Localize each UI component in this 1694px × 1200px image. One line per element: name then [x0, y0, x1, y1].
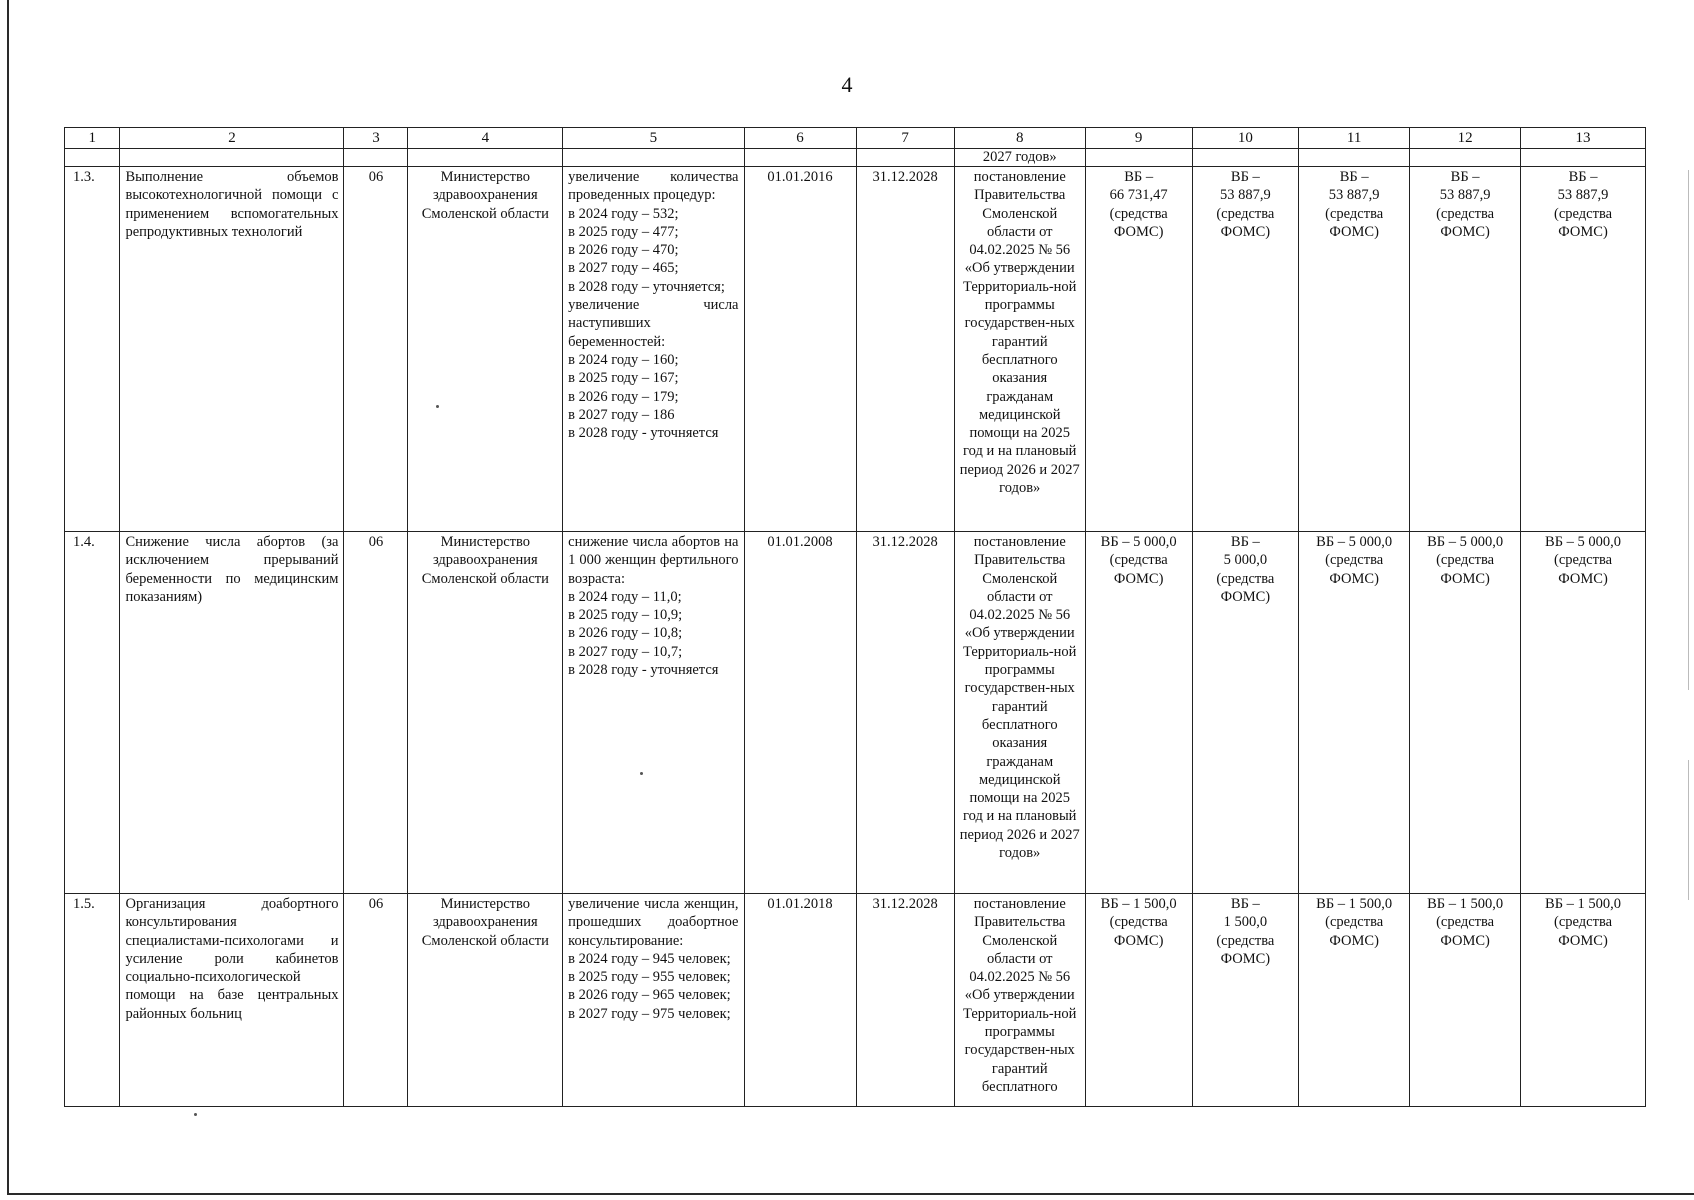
executor-cell: Министерство здравоохранения Смоленской области — [408, 532, 563, 894]
end-date: 31.12.2028 — [856, 532, 954, 894]
column-number: 5 — [563, 128, 744, 149]
start-date: 01.01.2016 — [744, 167, 856, 532]
column-number-row — [65, 128, 1646, 149]
code-cell: 06 — [344, 167, 408, 532]
end-date: 31.12.2028 — [856, 167, 954, 532]
scan-speck — [640, 772, 643, 775]
indicators-cell: снижение числа абортов на 1 000 женщин фертильного возраста: в 2024 году – 11,0; в 2025 году – 10,9; в 2026 году – 10,8; в 2027 году – 10,7; в 2028 году - уточняется — [563, 532, 744, 894]
column-number: 3 — [344, 128, 408, 149]
continuation-row — [65, 149, 1646, 167]
program-table — [64, 127, 1646, 1107]
row-number: 1.4. — [65, 532, 120, 894]
column-number: 1 — [65, 128, 120, 149]
column-number: 8 — [954, 128, 1085, 149]
table-row — [65, 167, 1646, 532]
column-number: 10 — [1192, 128, 1299, 149]
scan-speck — [436, 405, 439, 408]
scan-speck — [194, 1113, 197, 1116]
row-number: 1.5. — [65, 894, 120, 1107]
funding-col10: ВБ – 5 000,0 (средства ФОМС) — [1192, 532, 1299, 894]
measure-name: Выполнение объемов высокотехнологичной помощи с применением вспомогательных репродуктивных технологий — [120, 167, 344, 532]
page-number: 4 — [841, 72, 853, 97]
legal-basis: постановление Правительства Смоленской области от 04.02.2025 № 56 «Об утверждении Территориаль-ной программы государствен-ных гарантий бесплатного оказания гражданам медицинской помощи на 2025 год и на плановый период 2026 и 2027 годов» — [954, 167, 1085, 532]
measure-name: Снижение числа абортов (за исключением прерываний беременности по медицинским показаниям) — [120, 532, 344, 894]
executor-cell: Министерство здравоохранения Смоленской области — [408, 167, 563, 532]
column-number: 13 — [1521, 128, 1646, 149]
column-number: 4 — [408, 128, 563, 149]
funding-col10: ВБ – 1 500,0 (средства ФОМС) — [1192, 894, 1299, 1107]
code-cell: 06 — [344, 894, 408, 1107]
start-date: 01.01.2008 — [744, 532, 856, 894]
continuation-basis: 2027 годов» — [954, 149, 1085, 167]
funding-col9: ВБ – 66 731,47 (средства ФОМС) — [1085, 167, 1192, 532]
funding-col13: ВБ – 5 000,0 (средства ФОМС) — [1521, 532, 1646, 894]
column-number: 6 — [744, 128, 856, 149]
legal-basis: постановление Правительства Смоленской области от 04.02.2025 № 56 «Об утверждении Территориаль-ной программы государствен-ных гарантий бесплатного — [954, 894, 1085, 1107]
funding-col12: ВБ – 5 000,0 (средства ФОМС) — [1410, 532, 1521, 894]
column-number: 9 — [1085, 128, 1192, 149]
funding-col11: ВБ – 1 500,0 (средства ФОМС) — [1299, 894, 1410, 1107]
end-date: 31.12.2028 — [856, 894, 954, 1107]
funding-col12: ВБ – 53 887,9 (средства ФОМС) — [1410, 167, 1521, 532]
funding-col13: ВБ – 1 500,0 (средства ФОМС) — [1521, 894, 1646, 1107]
column-number: 11 — [1299, 128, 1410, 149]
code-cell: 06 — [344, 532, 408, 894]
scan-edge-artifact — [1688, 760, 1689, 900]
funding-col11: ВБ – 5 000,0 (средства ФОМС) — [1299, 532, 1410, 894]
column-number: 2 — [120, 128, 344, 149]
funding-col9: ВБ – 5 000,0 (средства ФОМС) — [1085, 532, 1192, 894]
scan-edge-artifact — [1688, 170, 1689, 690]
funding-col9: ВБ – 1 500,0 (средства ФОМС) — [1085, 894, 1192, 1107]
start-date: 01.01.2018 — [744, 894, 856, 1107]
scan-left-border — [7, 0, 9, 1195]
funding-col11: ВБ – 53 887,9 (средства ФОМС) — [1299, 167, 1410, 532]
column-number: 12 — [1410, 128, 1521, 149]
column-number: 7 — [856, 128, 954, 149]
scan-bottom-border — [7, 1193, 1694, 1195]
indicators-cell: увеличение числа женщин, прошедших доабортное консультирование: в 2024 году – 945 человек; в 2025 году – 955 человек; в 2026 году – 965 человек; в 2027 году – 975 человек; — [563, 894, 744, 1107]
table-row — [65, 894, 1646, 1107]
legal-basis: постановление Правительства Смоленской области от 04.02.2025 № 56 «Об утверждении Территориаль-ной программы государствен-ных гарантий бесплатного оказания гражданам медицинской помощи на 2025 год и на плановый период 2026 и 2027 годов» — [954, 532, 1085, 894]
table-row — [65, 532, 1646, 894]
row-number: 1.3. — [65, 167, 120, 532]
funding-col12: ВБ – 1 500,0 (средства ФОМС) — [1410, 894, 1521, 1107]
funding-col10: ВБ – 53 887,9 (средства ФОМС) — [1192, 167, 1299, 532]
indicators-cell: увеличение количества проведенных процедур: в 2024 году – 532; в 2025 году – 477; в 2026 году – 470; в 2027 году – 465; в 2028 году – уточняется; увеличение числа наступивших беременностей: в 2024 году – 160; в 2025 году – 167; в 2026 году – 179; в 2027 году – 186 в 2028 году - уточняется — [563, 167, 744, 532]
measure-name: Организация доабортного консультирования специалистами-психологами и усиление роли кабинетов социально-психологической помощи на базе центральных районных больниц — [120, 894, 344, 1107]
executor-cell: Министерство здравоохранения Смоленской области — [408, 894, 563, 1107]
funding-col13: ВБ – 53 887,9 (средства ФОМС) — [1521, 167, 1646, 532]
